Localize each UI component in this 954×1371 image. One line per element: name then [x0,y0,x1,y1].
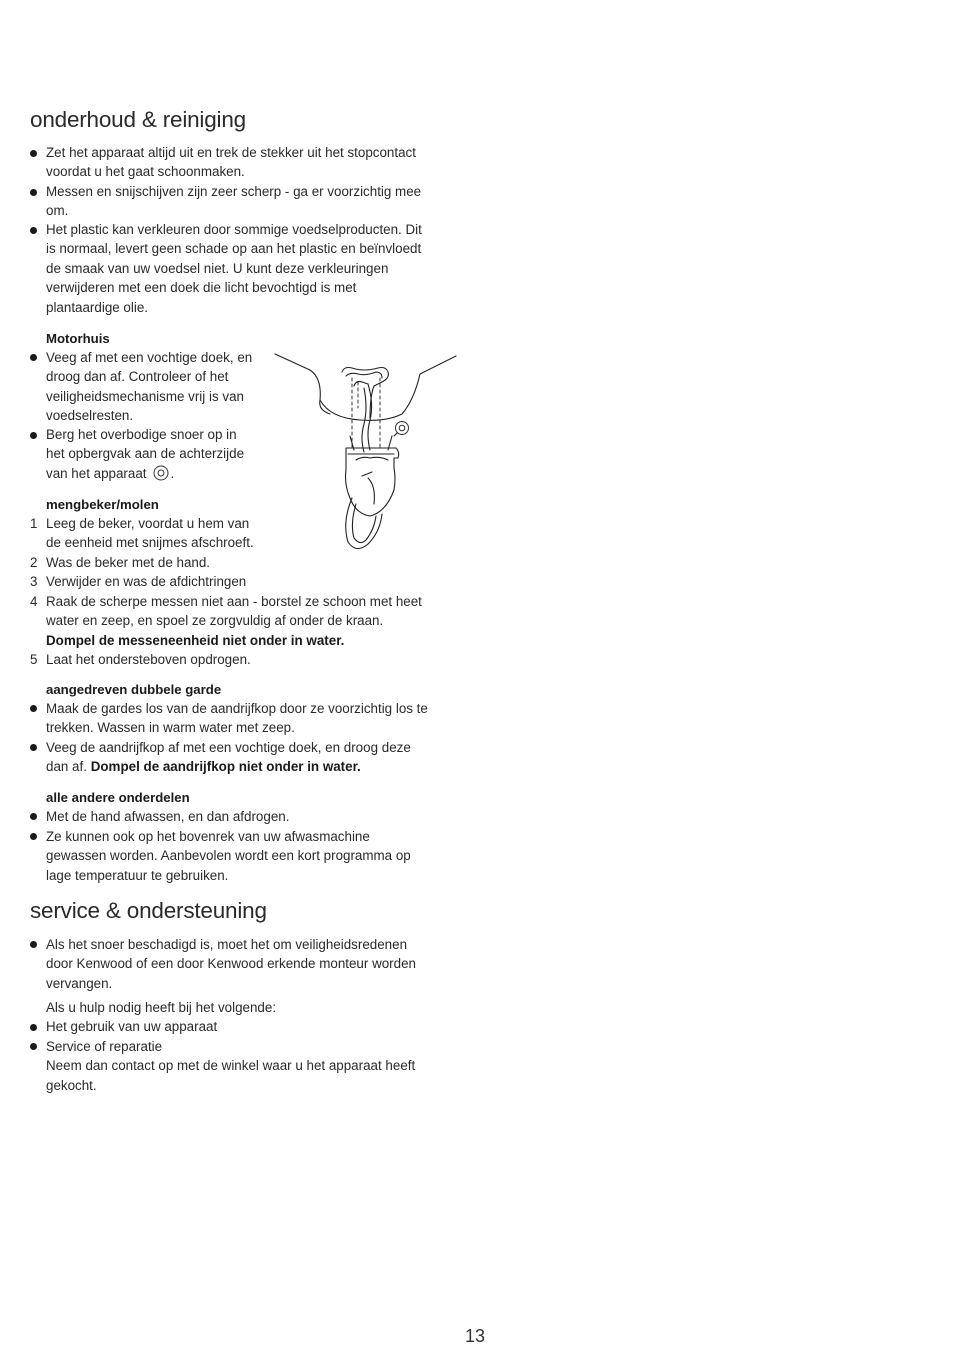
list-item: Messen en snijschijven zijn zeer scherp - ga er voorzichtig mee om. [46,184,422,219]
cord-storage-illustration [270,348,460,558]
section-title-maintenance: onderhoud & reiniging [30,107,246,132]
storage-compartment-icon [153,465,169,486]
list-item: Ze kunnen ook op het bovenrek van uw afwasmachine gewassen worden. Aanbevolen wordt een kort programma op lage temperatuur te gebruiken. [46,829,411,883]
help-intro: Als u hulp nodig heeft bij het volgende: [46,1000,277,1015]
list-item: Zet het apparaat altijd uit en trek de stekker uit het stopcontact voordat u het gaat schoonmaken. [46,145,416,180]
bullet-icon [30,189,37,196]
bullet-icon [30,833,37,840]
bullet-icon [30,941,37,948]
step-number: 2 [30,555,38,570]
list-item: Het plastic kan verkleuren door sommige voedselproducten. Dit is normaal, levert geen schade op aan het plastic en beïnvloedt de smaak van uw voedsel niet. U kunt deze verkleuringen verwijderen met een doek die licht bevochtigd is met plantaardige olie. [46,222,422,315]
bullet-icon [30,1043,37,1050]
step-number: 3 [30,574,38,589]
bullet-icon [30,1024,37,1031]
list-item: Berg het overbodige snoer op in het opbergvak aan de achterzijde van het apparaat . [46,425,244,486]
list-item: Veeg af met een vochtige doek, en droog dan af. Controleer of het veiligheidsmechanisme vrij is van voedselresten. [46,350,253,424]
bullet-icon [30,432,37,439]
bullet-icon [30,354,37,361]
list-item: Als het snoer beschadigd is, moet het om veiligheidsredenen door Kenwood of een door Kenwood erkende monteur worden vervangen. [46,937,416,991]
list-item: Raak de scherpe messen niet aan - borstel ze schoon met heet water en zeep, en spoel ze zorgvuldig af onder de kraan. Dompel de messeneenheid niet onder in water. [46,594,422,648]
bullet-icon [30,744,37,751]
subheading-andere: alle andere onderdelen [46,790,190,805]
section-title-service: service & ondersteuning [30,898,267,923]
warning-text: Dompel de messeneenheid niet onder in water. [46,632,345,648]
subheading-mengbeker: mengbeker/molen [46,497,159,512]
list-item: Met de hand afwassen, en dan afdrogen. [46,809,290,824]
list-item: Veeg de aandrijfkop af met een vochtige doek, en droog deze dan af. Dompel de aandrijfkop niet onder in water. [46,740,411,775]
bullet-icon [30,150,37,157]
bullet-icon [30,813,37,820]
list-item: Verwijder en was de afdichtringen [46,574,247,589]
list-item: Was de beker met de hand. [46,555,211,570]
list-item: Service of reparatie Neem dan contact op met de winkel waar u het apparaat heeft gekocht. [46,1039,416,1093]
bullet-icon [30,227,37,234]
storage-compartment-icon [396,422,409,435]
step-number: 5 [30,652,38,667]
list-item: Het gebruik van uw apparaat [46,1019,218,1034]
subheading-garde: aangedreven dubbele garde [46,682,222,697]
step-number: 4 [30,594,38,609]
warning-text: Dompel de aandrijfkop niet onder in water. [90,759,361,775]
step-number: 1 [30,516,38,531]
list-item: Laat het ondersteboven opdrogen. [46,652,251,667]
list-item: Maak de gardes los van de aandrijfkop door ze voorzichtig los te trekken. Wassen in warm water met zeep. [46,701,428,736]
bullet-icon [30,705,37,712]
list-item: Leeg de beker, voordat u hem van de eenheid met snijmes afschroeft. [46,516,254,551]
subheading-motorhuis: Motorhuis [46,331,110,346]
page-number: 13 [465,1326,486,1346]
